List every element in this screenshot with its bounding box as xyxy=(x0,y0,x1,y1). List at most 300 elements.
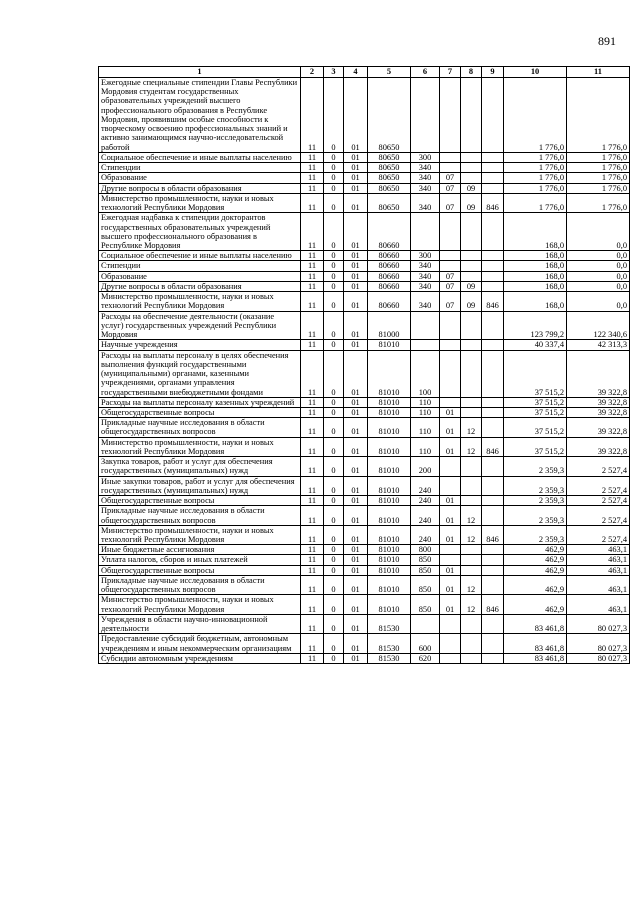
amount-col-10-cell: 2 359,3 xyxy=(504,457,567,476)
amount-col-11-cell: 463,1 xyxy=(567,555,630,565)
code-3-cell: 0 xyxy=(324,281,344,291)
expense-type-cell xyxy=(411,340,440,350)
code-4-cell: 01 xyxy=(344,251,368,261)
section-code-cell xyxy=(440,653,461,663)
expense-type-cell xyxy=(411,311,440,340)
code-2-cell: 11 xyxy=(301,350,324,397)
target-code-cell: 81010 xyxy=(368,545,411,555)
item-name-cell: Стипендии xyxy=(99,261,301,271)
ministry-code-cell xyxy=(482,476,504,495)
subsection-code-cell xyxy=(461,555,482,565)
target-code-cell: 81530 xyxy=(368,653,411,663)
table-row xyxy=(99,595,630,614)
code-4-cell: 01 xyxy=(344,614,368,633)
ministry-code-cell xyxy=(482,496,504,506)
expense-type-cell: 620 xyxy=(411,653,440,663)
section-code-cell: 01 xyxy=(440,525,461,544)
section-code-cell: 01 xyxy=(440,407,461,417)
code-2-cell: 11 xyxy=(301,437,324,456)
amount-col-10-cell: 462,9 xyxy=(504,545,567,555)
amount-col-10-cell: 1 776,0 xyxy=(504,78,567,153)
section-code-cell xyxy=(440,457,461,476)
amount-col-10-cell: 37 515,2 xyxy=(504,397,567,407)
amount-col-11-cell: 463,1 xyxy=(567,565,630,575)
code-2-cell: 11 xyxy=(301,163,324,173)
amount-col-11-cell: 0,0 xyxy=(567,281,630,291)
expense-type-cell: 850 xyxy=(411,565,440,575)
target-code-cell: 80660 xyxy=(368,271,411,281)
amount-col-10-cell: 2 359,3 xyxy=(504,476,567,495)
target-code-cell: 81010 xyxy=(368,397,411,407)
ministry-code-cell xyxy=(482,311,504,340)
code-3-cell: 0 xyxy=(324,261,344,271)
code-4-cell: 01 xyxy=(344,397,368,407)
subsection-code-cell xyxy=(461,340,482,350)
code-4-cell: 01 xyxy=(344,78,368,153)
target-code-cell: 81010 xyxy=(368,340,411,350)
code-4-cell: 01 xyxy=(344,183,368,193)
subsection-code-cell xyxy=(461,634,482,653)
item-name-cell: Прикладные научные исследования в области общегосударственных вопросов xyxy=(99,418,301,437)
code-3-cell: 0 xyxy=(324,476,344,495)
code-4-cell: 01 xyxy=(344,476,368,495)
amount-col-11-cell: 1 776,0 xyxy=(567,183,630,193)
item-name-cell: Министерство промышленности, науки и новых технологий Республики Мордовия xyxy=(99,292,301,311)
item-name-cell: Министерство промышленности, науки и новых технологий Республики Мордовия xyxy=(99,595,301,614)
item-name-cell: Расходы на обеспечение деятельности (оказание услуг) государственных учреждений Республики Мордовия xyxy=(99,311,301,340)
code-4-cell: 01 xyxy=(344,271,368,281)
code-3-cell: 0 xyxy=(324,78,344,153)
code-2-cell: 11 xyxy=(301,261,324,271)
code-3-cell: 0 xyxy=(324,653,344,663)
code-2-cell: 11 xyxy=(301,565,324,575)
code-4-cell: 01 xyxy=(344,281,368,291)
section-code-cell xyxy=(440,163,461,173)
item-name-cell: Общегосударственные вопросы xyxy=(99,565,301,575)
target-code-cell: 81010 xyxy=(368,407,411,417)
section-code-cell xyxy=(440,350,461,397)
code-2-cell: 11 xyxy=(301,152,324,162)
expense-type-cell: 340 xyxy=(411,163,440,173)
subsection-code-cell: 09 xyxy=(461,193,482,212)
amount-col-11-cell: 1 776,0 xyxy=(567,173,630,183)
amount-col-10-cell: 40 337,4 xyxy=(504,340,567,350)
amount-col-11-cell: 463,1 xyxy=(567,595,630,614)
amount-col-11-cell: 2 527,4 xyxy=(567,496,630,506)
section-code-cell: 07 xyxy=(440,183,461,193)
expense-type-cell xyxy=(411,78,440,153)
expense-type-cell: 340 xyxy=(411,183,440,193)
item-name-cell: Закупка товаров, работ и услуг для обеспечения государственных (муниципальных) нужд xyxy=(99,457,301,476)
expense-type-cell: 110 xyxy=(411,407,440,417)
subsection-code-cell xyxy=(461,311,482,340)
amount-col-11-cell: 463,1 xyxy=(567,545,630,555)
expense-type-cell: 850 xyxy=(411,555,440,565)
table-row xyxy=(99,271,630,281)
subsection-code-cell xyxy=(461,476,482,495)
column-header: 2 xyxy=(301,67,324,78)
target-code-cell: 80650 xyxy=(368,152,411,162)
code-2-cell: 11 xyxy=(301,476,324,495)
code-4-cell: 01 xyxy=(344,565,368,575)
ministry-code-cell xyxy=(482,152,504,162)
ministry-code-cell xyxy=(482,163,504,173)
code-4-cell: 01 xyxy=(344,496,368,506)
section-code-cell xyxy=(440,251,461,261)
expense-type-cell: 240 xyxy=(411,476,440,495)
item-name-cell: Стипендии xyxy=(99,163,301,173)
item-name-cell: Министерство промышленности, науки и новых технологий Республики Мордовия xyxy=(99,437,301,456)
code-4-cell: 01 xyxy=(344,261,368,271)
amount-col-11-cell: 39 322,8 xyxy=(567,437,630,456)
expense-type-cell: 200 xyxy=(411,457,440,476)
table-row xyxy=(99,575,630,594)
ministry-code-cell xyxy=(482,173,504,183)
target-code-cell: 81000 xyxy=(368,311,411,340)
target-code-cell: 81010 xyxy=(368,525,411,544)
section-code-cell: 01 xyxy=(440,418,461,437)
subsection-code-cell: 12 xyxy=(461,595,482,614)
expense-type-cell: 340 xyxy=(411,261,440,271)
target-code-cell: 80660 xyxy=(368,261,411,271)
item-name-cell: Образование xyxy=(99,173,301,183)
code-4-cell: 01 xyxy=(344,407,368,417)
column-header: 6 xyxy=(411,67,440,78)
ministry-code-cell xyxy=(482,555,504,565)
target-code-cell: 80650 xyxy=(368,78,411,153)
item-name-cell: Министерство промышленности, науки и новых технологий Республики Мордовия xyxy=(99,525,301,544)
subsection-code-cell: 12 xyxy=(461,575,482,594)
amount-col-10-cell: 168,0 xyxy=(504,271,567,281)
column-header: 9 xyxy=(482,67,504,78)
amount-col-10-cell: 1 776,0 xyxy=(504,163,567,173)
subsection-code-cell xyxy=(461,653,482,663)
target-code-cell: 81010 xyxy=(368,476,411,495)
ministry-code-cell: 846 xyxy=(482,595,504,614)
expense-type-cell: 110 xyxy=(411,397,440,407)
target-code-cell: 81010 xyxy=(368,457,411,476)
section-code-cell xyxy=(440,340,461,350)
ministry-code-cell xyxy=(482,407,504,417)
code-2-cell: 11 xyxy=(301,397,324,407)
section-code-cell xyxy=(440,555,461,565)
amount-col-11-cell: 80 027,3 xyxy=(567,634,630,653)
table-row xyxy=(99,350,630,397)
code-3-cell: 0 xyxy=(324,350,344,397)
section-code-cell xyxy=(440,152,461,162)
code-3-cell: 0 xyxy=(324,457,344,476)
column-header: 1 xyxy=(99,67,301,78)
code-4-cell: 01 xyxy=(344,350,368,397)
target-code-cell: 81010 xyxy=(368,555,411,565)
expense-type-cell xyxy=(411,213,440,251)
code-3-cell: 0 xyxy=(324,407,344,417)
section-code-cell xyxy=(440,476,461,495)
amount-col-10-cell: 168,0 xyxy=(504,261,567,271)
subsection-code-cell: 09 xyxy=(461,183,482,193)
table-row xyxy=(99,261,630,271)
code-2-cell: 11 xyxy=(301,183,324,193)
code-4-cell: 01 xyxy=(344,653,368,663)
amount-col-10-cell: 83 461,8 xyxy=(504,614,567,633)
subsection-code-cell xyxy=(461,407,482,417)
item-name-cell: Иные закупки товаров, работ и услуг для обеспечения государственных (муниципальных) нужд xyxy=(99,476,301,495)
item-name-cell: Расходы на выплаты персоналу казенных учреждений xyxy=(99,397,301,407)
code-2-cell: 11 xyxy=(301,545,324,555)
code-3-cell: 0 xyxy=(324,555,344,565)
table-row xyxy=(99,496,630,506)
ministry-code-cell xyxy=(482,78,504,153)
subsection-code-cell xyxy=(461,213,482,251)
ministry-code-cell xyxy=(482,457,504,476)
amount-col-11-cell: 39 322,8 xyxy=(567,418,630,437)
target-code-cell: 80650 xyxy=(368,183,411,193)
item-name-cell: Образование xyxy=(99,271,301,281)
table-row xyxy=(99,193,630,212)
ministry-code-cell xyxy=(482,653,504,663)
expense-type-cell: 800 xyxy=(411,545,440,555)
code-2-cell: 11 xyxy=(301,193,324,212)
code-4-cell: 01 xyxy=(344,173,368,183)
target-code-cell: 80660 xyxy=(368,251,411,261)
amount-col-11-cell: 2 527,4 xyxy=(567,506,630,525)
amount-col-11-cell: 39 322,8 xyxy=(567,350,630,397)
code-3-cell: 0 xyxy=(324,437,344,456)
code-3-cell: 0 xyxy=(324,193,344,212)
amount-col-10-cell: 37 515,2 xyxy=(504,418,567,437)
code-2-cell: 11 xyxy=(301,653,324,663)
code-3-cell: 0 xyxy=(324,525,344,544)
code-2-cell: 11 xyxy=(301,634,324,653)
amount-col-10-cell: 1 776,0 xyxy=(504,173,567,183)
target-code-cell: 81530 xyxy=(368,614,411,633)
target-code-cell: 81010 xyxy=(368,418,411,437)
ministry-code-cell xyxy=(482,575,504,594)
target-code-cell: 81010 xyxy=(368,496,411,506)
code-3-cell: 0 xyxy=(324,292,344,311)
code-4-cell: 01 xyxy=(344,545,368,555)
section-code-cell: 01 xyxy=(440,595,461,614)
amount-col-11-cell: 2 527,4 xyxy=(567,457,630,476)
expense-type-cell: 340 xyxy=(411,271,440,281)
ministry-code-cell xyxy=(482,397,504,407)
amount-col-11-cell: 122 340,6 xyxy=(567,311,630,340)
section-code-cell xyxy=(440,614,461,633)
amount-col-10-cell: 462,9 xyxy=(504,555,567,565)
amount-col-11-cell: 2 527,4 xyxy=(567,525,630,544)
ministry-code-cell xyxy=(482,614,504,633)
ministry-code-cell: 846 xyxy=(482,292,504,311)
target-code-cell: 81010 xyxy=(368,565,411,575)
item-name-cell: Общегосударственные вопросы xyxy=(99,407,301,417)
table-row xyxy=(99,545,630,555)
section-code-cell xyxy=(440,213,461,251)
subsection-code-cell xyxy=(461,397,482,407)
code-3-cell: 0 xyxy=(324,634,344,653)
item-name-cell: Расходы на выплаты персоналу в целях обеспечения выполнения функций государственными (муниципальными) органами, казенными учреждениями, органами управления государственными внебюджетными фондами xyxy=(99,350,301,397)
section-code-cell xyxy=(440,78,461,153)
amount-col-10-cell: 37 515,2 xyxy=(504,350,567,397)
code-2-cell: 11 xyxy=(301,457,324,476)
subsection-code-cell xyxy=(461,173,482,183)
expense-type-cell: 850 xyxy=(411,575,440,594)
code-3-cell: 0 xyxy=(324,213,344,251)
section-code-cell xyxy=(440,634,461,653)
table-row xyxy=(99,213,630,251)
amount-col-11-cell: 1 776,0 xyxy=(567,152,630,162)
table-row xyxy=(99,281,630,291)
section-code-cell: 07 xyxy=(440,292,461,311)
amount-col-10-cell: 1 776,0 xyxy=(504,183,567,193)
amount-col-11-cell: 0,0 xyxy=(567,261,630,271)
column-header: 4 xyxy=(344,67,368,78)
amount-col-11-cell: 1 776,0 xyxy=(567,193,630,212)
code-2-cell: 11 xyxy=(301,614,324,633)
code-2-cell: 11 xyxy=(301,407,324,417)
ministry-code-cell xyxy=(482,261,504,271)
code-4-cell: 01 xyxy=(344,418,368,437)
code-4-cell: 01 xyxy=(344,437,368,456)
item-name-cell: Ежегодная надбавка к стипендии докторантов государственных образовательных учреждений высшего профессионального образования в Республике Мордовия xyxy=(99,213,301,251)
subsection-code-cell xyxy=(461,457,482,476)
page-number: 891 xyxy=(598,34,616,48)
ministry-code-cell: 846 xyxy=(482,193,504,212)
code-2-cell: 11 xyxy=(301,281,324,291)
expense-type-cell: 240 xyxy=(411,525,440,544)
section-code-cell xyxy=(440,545,461,555)
amount-col-10-cell: 168,0 xyxy=(504,213,567,251)
code-4-cell: 01 xyxy=(344,457,368,476)
target-code-cell: 81010 xyxy=(368,595,411,614)
ministry-code-cell xyxy=(482,213,504,251)
table-row xyxy=(99,340,630,350)
code-2-cell: 11 xyxy=(301,575,324,594)
column-header: 5 xyxy=(368,67,411,78)
expense-type-cell xyxy=(411,614,440,633)
code-3-cell: 0 xyxy=(324,397,344,407)
subsection-code-cell xyxy=(461,614,482,633)
section-code-cell: 07 xyxy=(440,173,461,183)
target-code-cell: 80660 xyxy=(368,281,411,291)
subsection-code-cell: 09 xyxy=(461,281,482,291)
code-3-cell: 0 xyxy=(324,251,344,261)
ministry-code-cell: 846 xyxy=(482,437,504,456)
subsection-code-cell xyxy=(461,78,482,153)
subsection-code-cell: 12 xyxy=(461,506,482,525)
ministry-code-cell xyxy=(482,565,504,575)
amount-col-11-cell: 39 322,8 xyxy=(567,407,630,417)
code-4-cell: 01 xyxy=(344,163,368,173)
target-code-cell: 81010 xyxy=(368,506,411,525)
expense-type-cell: 340 xyxy=(411,292,440,311)
subsection-code-cell xyxy=(461,261,482,271)
expense-type-cell: 240 xyxy=(411,496,440,506)
code-3-cell: 0 xyxy=(324,173,344,183)
amount-col-10-cell: 2 359,3 xyxy=(504,506,567,525)
item-name-cell: Министерство промышленности, науки и новых технологий Республики Мордовия xyxy=(99,193,301,212)
code-4-cell: 01 xyxy=(344,595,368,614)
code-4-cell: 01 xyxy=(344,634,368,653)
code-4-cell: 01 xyxy=(344,555,368,565)
table-row xyxy=(99,292,630,311)
table-row xyxy=(99,555,630,565)
ministry-code-cell xyxy=(482,183,504,193)
code-3-cell: 0 xyxy=(324,575,344,594)
amount-col-11-cell: 1 776,0 xyxy=(567,78,630,153)
amount-col-11-cell: 2 527,4 xyxy=(567,476,630,495)
ministry-code-cell xyxy=(482,634,504,653)
section-code-cell: 07 xyxy=(440,271,461,281)
table-row xyxy=(99,311,630,340)
item-name-cell: Общегосударственные вопросы xyxy=(99,496,301,506)
code-4-cell: 01 xyxy=(344,506,368,525)
amount-col-10-cell: 37 515,2 xyxy=(504,407,567,417)
amount-col-10-cell: 462,9 xyxy=(504,565,567,575)
expense-type-cell: 110 xyxy=(411,437,440,456)
expense-type-cell: 340 xyxy=(411,173,440,183)
ministry-code-cell xyxy=(482,251,504,261)
ministry-code-cell xyxy=(482,350,504,397)
amount-col-10-cell: 1 776,0 xyxy=(504,193,567,212)
table-row xyxy=(99,163,630,173)
section-code-cell: 07 xyxy=(440,193,461,212)
subsection-code-cell xyxy=(461,545,482,555)
section-code-cell: 01 xyxy=(440,575,461,594)
section-code-cell: 01 xyxy=(440,496,461,506)
subsection-code-cell: 12 xyxy=(461,525,482,544)
table-row xyxy=(99,437,630,456)
item-name-cell: Иные бюджетные ассигнования xyxy=(99,545,301,555)
section-code-cell: 01 xyxy=(440,565,461,575)
amount-col-11-cell: 42 313,3 xyxy=(567,340,630,350)
code-2-cell: 11 xyxy=(301,292,324,311)
table-row xyxy=(99,251,630,261)
code-4-cell: 01 xyxy=(344,575,368,594)
code-4-cell: 01 xyxy=(344,340,368,350)
code-3-cell: 0 xyxy=(324,506,344,525)
item-name-cell: Прикладные научные исследования в области общегосударственных вопросов xyxy=(99,575,301,594)
expense-type-cell: 100 xyxy=(411,350,440,397)
section-code-cell: 01 xyxy=(440,506,461,525)
code-3-cell: 0 xyxy=(324,152,344,162)
column-header: 3 xyxy=(324,67,344,78)
section-code-cell xyxy=(440,397,461,407)
item-name-cell: Прикладные научные исследования в области общегосударственных вопросов xyxy=(99,506,301,525)
item-name-cell: Другие вопросы в области образования xyxy=(99,281,301,291)
code-4-cell: 01 xyxy=(344,193,368,212)
target-code-cell: 80650 xyxy=(368,193,411,212)
expense-type-cell: 340 xyxy=(411,281,440,291)
expense-type-cell: 240 xyxy=(411,506,440,525)
code-2-cell: 11 xyxy=(301,555,324,565)
amount-col-11-cell: 0,0 xyxy=(567,251,630,261)
code-3-cell: 0 xyxy=(324,595,344,614)
table-body xyxy=(99,78,630,664)
code-3-cell: 0 xyxy=(324,340,344,350)
column-header: 11 xyxy=(567,67,630,78)
code-4-cell: 01 xyxy=(344,213,368,251)
code-2-cell: 11 xyxy=(301,213,324,251)
subsection-code-cell xyxy=(461,496,482,506)
subsection-code-cell xyxy=(461,350,482,397)
table-row xyxy=(99,634,630,653)
ministry-code-cell xyxy=(482,340,504,350)
code-2-cell: 11 xyxy=(301,311,324,340)
code-2-cell: 11 xyxy=(301,271,324,281)
amount-col-10-cell: 462,9 xyxy=(504,575,567,594)
column-header: 10 xyxy=(504,67,567,78)
column-header: 8 xyxy=(461,67,482,78)
